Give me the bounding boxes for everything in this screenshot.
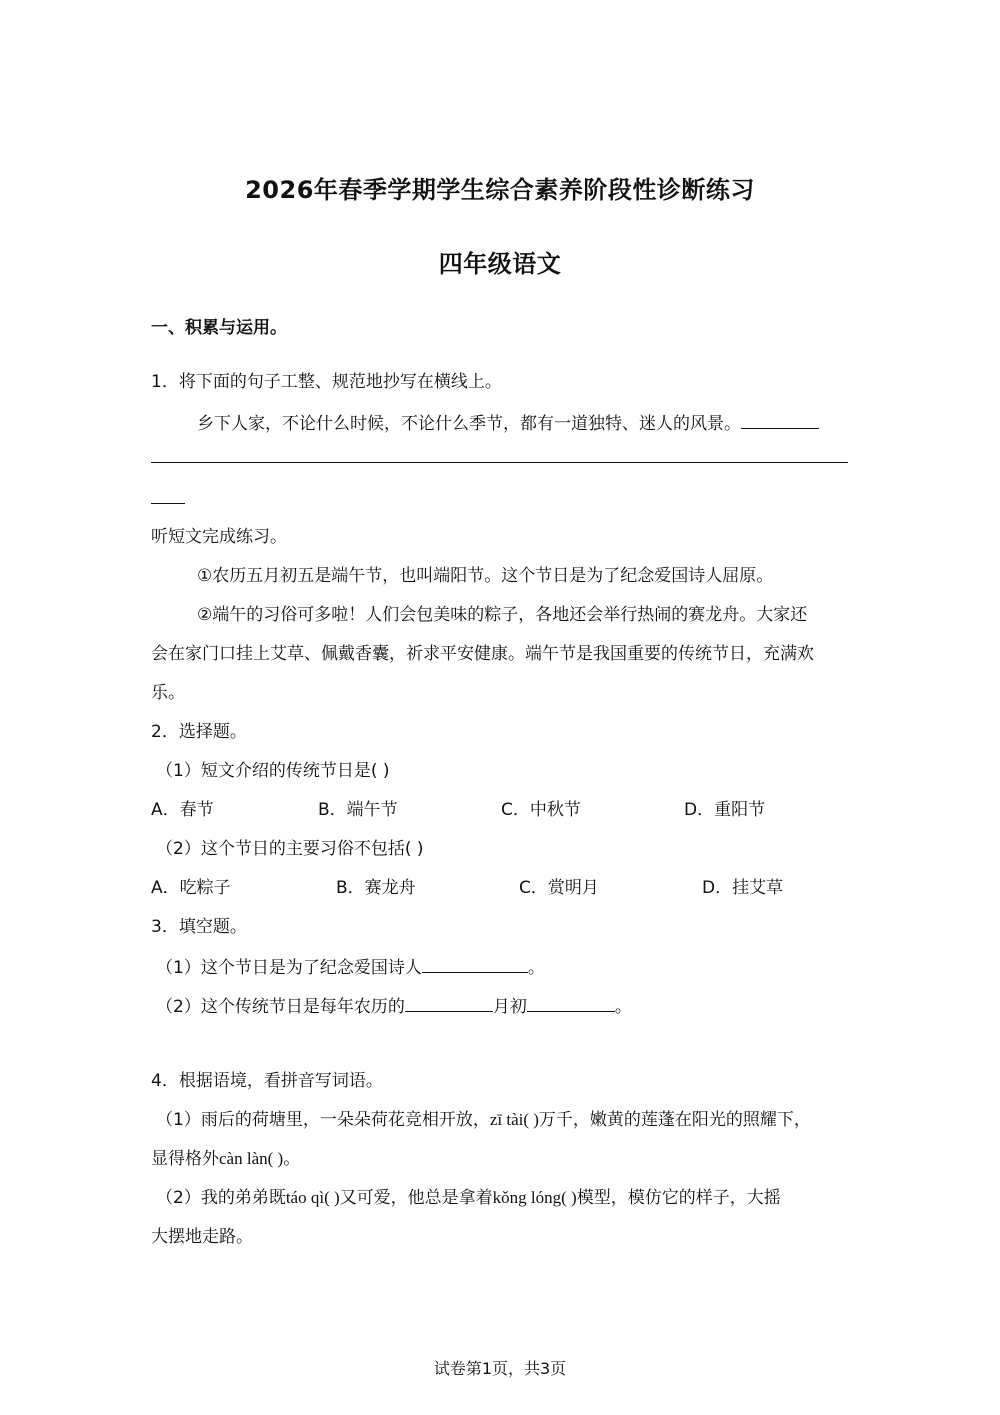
q4-sub1-text-c: 显得格外 [151, 1149, 219, 1169]
q1-answer-rule-end[interactable] [151, 503, 185, 504]
passage-paragraph-2-line-3: 乐。 [151, 683, 185, 703]
q3-sub2-blank-2[interactable] [527, 993, 615, 1012]
q2-sub2-option-b[interactable]: B．赛龙舟 [336, 878, 416, 898]
section-heading: 一、积累与运用。 [151, 318, 287, 338]
passage-paragraph-1: ①农历五月初五是端午节，也叫端阳节。这个节日是为了纪念爱国诗人屈原。 [197, 566, 774, 586]
q2-sub1-option-a[interactable]: A．春节 [151, 800, 214, 820]
q4-sub1-pinyin-2[interactable]: càn làn( ) [219, 1149, 284, 1168]
q3-sub2-text: （2）这个传统节日是每年农历的 [156, 997, 405, 1017]
q2-sub2: （2）这个节日的主要习俗不包括( ) [156, 839, 424, 859]
q1-sentence-line [197, 410, 819, 436]
q3-sub1-blank[interactable] [422, 954, 528, 973]
q4-sub2-text-c: 模型，模仿它的样子，大摇 [576, 1188, 781, 1208]
q3-sub2-end: 。 [614, 997, 632, 1017]
q3-sub1-end: 。 [527, 958, 545, 978]
q4-sub2-text-a: （2）我的弟弟既 [156, 1188, 286, 1208]
q2-sub2-option-d[interactable]: D．挂艾草 [702, 878, 784, 898]
q2-sub2-option-a[interactable]: A．吃粽子 [151, 878, 231, 898]
passage-intro: 听短文完成练习。 [151, 527, 287, 547]
q2-sub2-option-c[interactable]: C．赏明月 [519, 878, 599, 898]
q1-answer-rule[interactable] [151, 462, 848, 463]
q4-sub1-pinyin-1[interactable]: zī tài( ) [489, 1110, 539, 1129]
q4-prompt: 4．根据语境，看拼音写词语。 [151, 1071, 383, 1091]
q4-sub1-text-d: 。 [283, 1149, 301, 1169]
q2-sub1-option-b[interactable]: B．端午节 [318, 800, 398, 820]
q4-sub2-pinyin-1[interactable]: táo qì( ) [285, 1188, 340, 1207]
q1-sentence: 乡下人家，不论什么时候，不论什么季节，都有一道独特、迷人的风景。 [197, 414, 741, 434]
q3-sub1-text: （1）这个节日是为了纪念爱国诗人 [156, 958, 422, 978]
q3-prompt: 3．填空题。 [151, 917, 247, 937]
q3-sub1 [156, 954, 545, 980]
q4-sub1-text-b: 万千，嫩黄的莲蓬在阳光的照耀下， [538, 1110, 811, 1130]
q3-sub2-blank-1[interactable] [405, 993, 493, 1012]
q4-sub2-line-1 [156, 1186, 781, 1210]
q4-sub1-line-1 [156, 1108, 811, 1132]
q2-sub1-option-c[interactable]: C．中秋节 [501, 800, 581, 820]
page-footer: 试卷第1页，共3页 [433, 1359, 567, 1378]
q4-sub2-text-b: 又可爱，他总是拿着 [339, 1188, 493, 1208]
q4-sub1-line-2 [151, 1147, 300, 1171]
exam-subtitle: 四年级语文 [438, 250, 562, 278]
exam-title: 2026年春季学期学生综合素养阶段性诊断练习 [245, 176, 755, 204]
q1-prompt: 1．将下面的句子工整、规范地抄写在横线上。 [151, 372, 502, 392]
q2-prompt: 2．选择题。 [151, 722, 247, 742]
q3-sub2-middle: 月初 [492, 997, 527, 1017]
q3-sub2 [156, 993, 632, 1019]
q1-answer-blank[interactable] [741, 410, 819, 429]
q4-sub2-line-2: 大摆地走路。 [151, 1227, 253, 1247]
q4-sub1-text-a: （1）雨后的荷塘里，一朵朵荷花竞相开放， [156, 1110, 490, 1130]
passage-paragraph-2-line-2: 会在家门口挂上艾草、佩戴香囊，祈求平安健康。端午节是我国重要的传统节日，充满欢 [151, 644, 814, 664]
passage-paragraph-2-line-1: ②端午的习俗可多啦！人们会包美味的粽子，各地还会举行热闹的赛龙舟。大家还 [197, 605, 808, 625]
q2-sub1-option-d[interactable]: D．重阳节 [684, 800, 766, 820]
q2-sub1: （1）短文介绍的传统节日是( ) [156, 761, 390, 781]
q4-sub2-pinyin-2[interactable]: kǒng lóng( ) [492, 1188, 577, 1207]
